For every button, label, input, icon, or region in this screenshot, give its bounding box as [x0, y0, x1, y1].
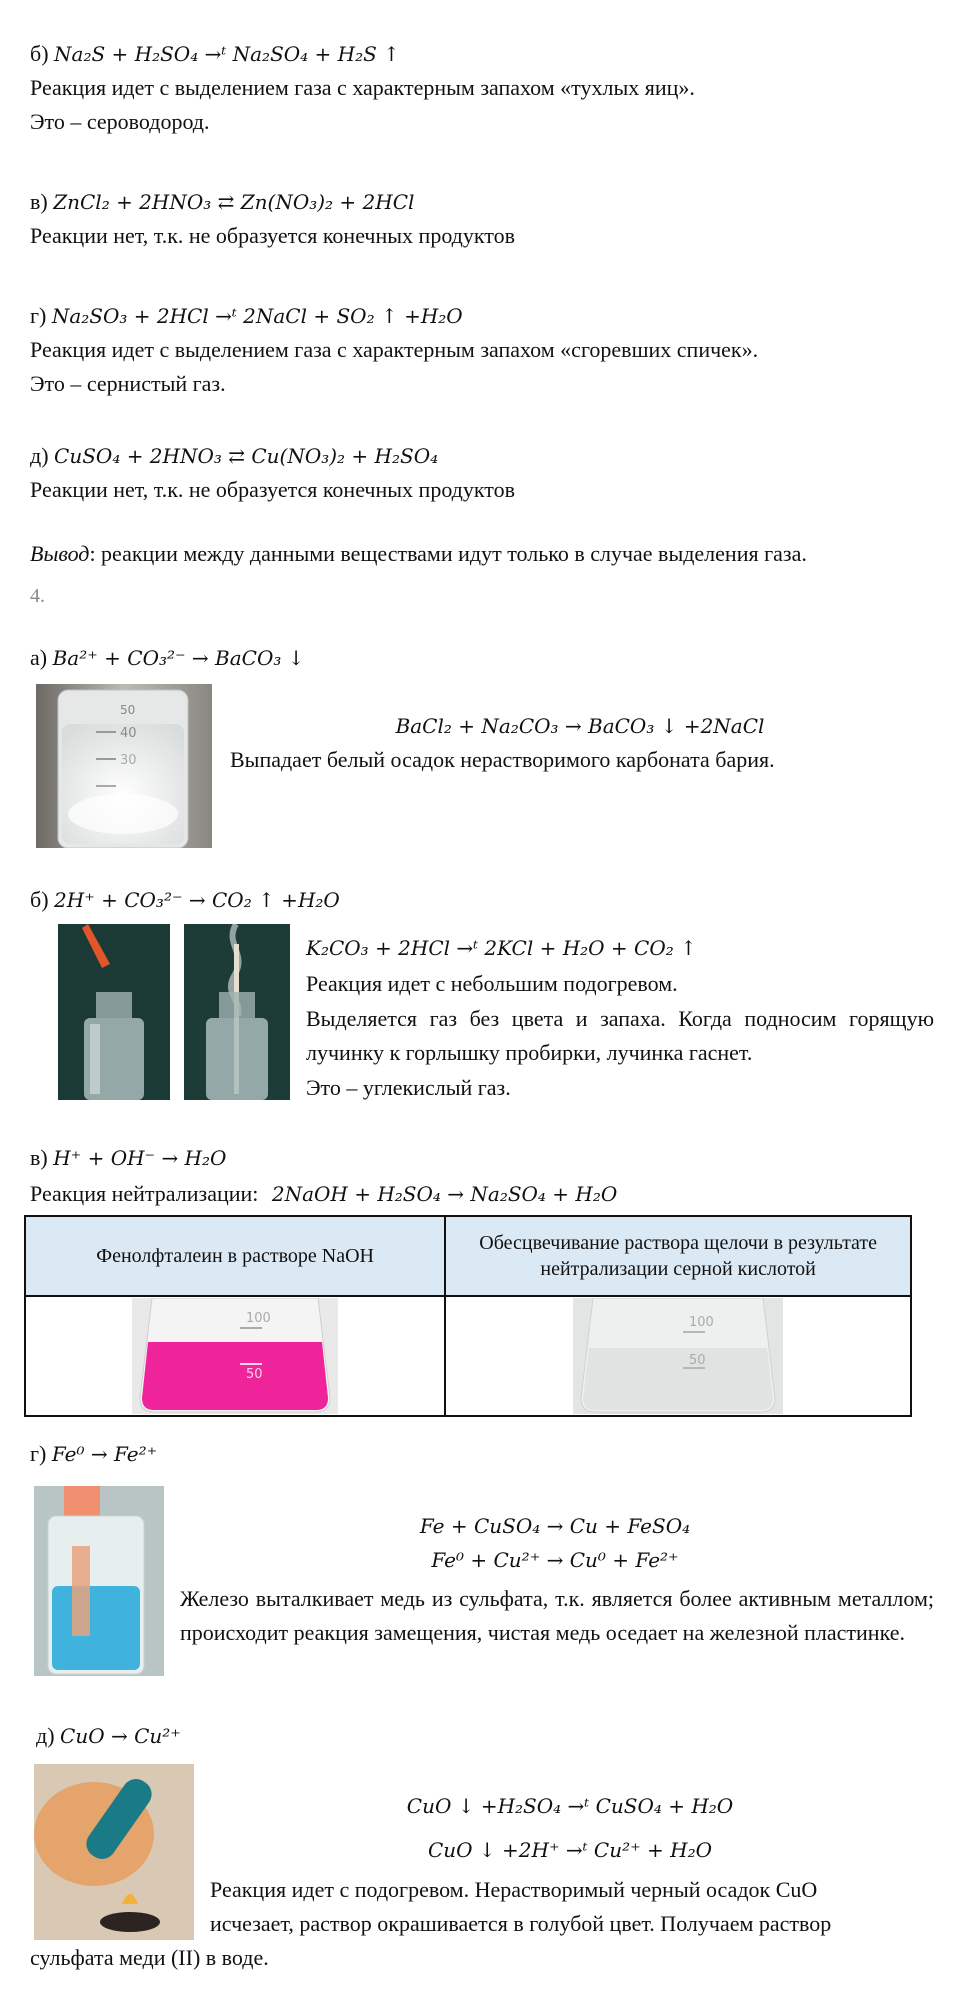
item-4v: [30, 1144, 226, 1172]
paragraph: Железо выталкивает медь из сульфата, т.к. является более активным металлом; происходит реакция замещения, чистая медь оседает на железной пластинке.: [180, 1586, 934, 1645]
table-cell: [445, 1296, 911, 1416]
copper-sulfate-beaker-photo: [34, 1486, 164, 1676]
item-label: а): [30, 645, 48, 670]
ionic-equation: CuO ↓ +2H⁺ →ᵗ Cu²⁺ + H₂O: [427, 1838, 713, 1862]
item-label: г): [30, 303, 47, 328]
item-label: в): [30, 189, 48, 214]
neutralization-table: [24, 1215, 912, 1417]
ionic-equation: Fe⁰ → Fe²⁺: [51, 1442, 158, 1466]
paragraph: Реакция идет с небольшим подогревом.: [306, 971, 678, 996]
equation-line: [230, 712, 930, 740]
scale-mark: 50: [246, 1367, 263, 1382]
neutralization-line: [30, 1180, 617, 1208]
ionic-equation: H⁺ + OH⁻ → H₂O: [53, 1146, 227, 1170]
molecular-equation: K₂CO₃ + 2HCl →ᵗ 2KCl + H₂O + CO₂ ↑: [306, 936, 697, 960]
reaction-label: Реакция нейтрализации:: [30, 1181, 259, 1206]
table-row: [25, 1296, 911, 1416]
table-header-cell: Фенолфталеин в растворе NaOH: [25, 1216, 445, 1296]
item-label: в): [30, 1145, 48, 1170]
barium-carbonate-beaker-photo: [36, 684, 212, 848]
item-3d: [30, 442, 438, 470]
paragraph: исчезает, раствор окрашивается в голубой цвет. Получаем раствор: [210, 1911, 832, 1936]
item-4d: [36, 1722, 181, 1750]
item-label: б): [30, 41, 49, 66]
molecular-equation: BaCl₂ + Na₂CO₃ → BaCO₃ ↓ +2NaCl: [395, 714, 765, 738]
paragraph: Реакции нет, т.к. не образуется конечных продуктов: [30, 477, 515, 502]
item-4b: [30, 886, 340, 914]
paragraph: Реакции нет, т.к. не образуется конечных продуктов: [30, 223, 515, 248]
bottle-image: [184, 924, 290, 1100]
conclusion: [30, 540, 807, 568]
equation-line: [180, 1512, 930, 1540]
paragraph: Выпадает белый осадок нерастворимого карбоната бария.: [230, 747, 775, 772]
equation: CuSO₄ + 2HNO₃ ⇄ Cu(NO₃)₂ + H₂SO₄: [54, 444, 439, 468]
paragraph: Реакция идет с выделением газа с характерным запахом «сгоревших спичек».: [30, 337, 759, 362]
paragraph: Реакция идет с подогревом. Нерастворимый черный осадок CuO: [210, 1877, 818, 1902]
co2-bottle-photo-2: [184, 924, 290, 1100]
table-header-cell: Обесцвечивание раствора щелочи в результате нейтрализации серной кислотой: [445, 1216, 911, 1296]
equation-line: [210, 1792, 930, 1820]
beaker-image: [36, 684, 212, 848]
paragraph: Это – сернистый газ.: [30, 371, 226, 396]
equation-line: [210, 1836, 930, 1864]
item-3g: [30, 302, 463, 330]
co2-bottle-photo-1: [58, 924, 170, 1100]
conclusion-label: Вывод: [30, 541, 90, 566]
scale-mark: 50: [120, 703, 136, 717]
item-label: д): [36, 1723, 55, 1748]
section-number: 4.: [30, 585, 45, 607]
clear-flask-photo: [573, 1298, 783, 1414]
molecular-equation: CuO ↓ +H₂SO₄ →ᵗ CuSO₄ + H₂O: [406, 1794, 734, 1818]
table-header-row: [25, 1216, 911, 1296]
molecular-equation: 2NaOH + H₂SO₄ → Na₂SO₄ + H₂O: [271, 1182, 618, 1206]
ionic-equation: Ba²⁺ + CO₃²⁻ → BaCO₃ ↓: [52, 646, 305, 670]
conclusion-text: : реакции между данными веществами идут только в случае выделения газа.: [89, 541, 807, 566]
item-label: г): [30, 1441, 47, 1466]
scale-mark: 40: [120, 726, 137, 741]
equation-line: [180, 1546, 930, 1574]
item-4g: [30, 1440, 157, 1468]
paragraph: Реакция идет с выделением газа с характерным запахом «тухлых яиц».: [30, 75, 695, 100]
item-4a: [30, 644, 304, 672]
bottle-image: [58, 924, 170, 1100]
copper-oxide-test-tube-photo: [34, 1764, 194, 1940]
equation: Na₂S + H₂SO₄ →ᵗ Na₂SO₄ + H₂S ↑: [54, 42, 400, 66]
table-cell: [25, 1296, 445, 1416]
item-label: д): [30, 443, 49, 468]
item-3b: [30, 40, 400, 68]
test-tube-image: [34, 1764, 194, 1940]
equation-line: [306, 934, 697, 962]
paragraph: Выделяется газ без цвета и запаха. Когда подносим горящую лучинку к горлышку пробирки, лучинка гаснет.: [306, 1006, 934, 1065]
item-3v: [30, 188, 414, 216]
scale-mark: 100: [689, 1315, 714, 1330]
paragraph: Это – сероводород.: [30, 109, 210, 134]
ionic-equation: 2H⁺ + CO₃²⁻ → CO₂ ↑ +H₂O: [54, 888, 340, 912]
scale-mark: 30: [120, 753, 137, 768]
equation: Na₂SO₃ + 2HCl →ᵗ 2NaCl + SO₂ ↑ +H₂O: [51, 304, 463, 328]
scale-mark: 100: [246, 1311, 271, 1326]
molecular-equation: Fe + CuSO₄ → Cu + FeSO₄: [419, 1514, 691, 1538]
paragraph: сульфата меди (II) в воде.: [30, 1945, 269, 1970]
item-label: б): [30, 887, 49, 912]
ionic-equation: Fe⁰ + Cu²⁺ → Cu⁰ + Fe²⁺: [431, 1548, 679, 1572]
pink-flask-photo: [132, 1298, 338, 1414]
paragraph: Это – углекислый газ.: [306, 1075, 511, 1100]
beaker-image: [34, 1486, 164, 1676]
equation: ZnCl₂ + 2HNO₃ ⇄ Zn(NO₃)₂ + 2HCl: [53, 190, 415, 214]
ionic-equation: CuO → Cu²⁺: [60, 1724, 181, 1748]
scale-mark: 50: [689, 1353, 706, 1368]
